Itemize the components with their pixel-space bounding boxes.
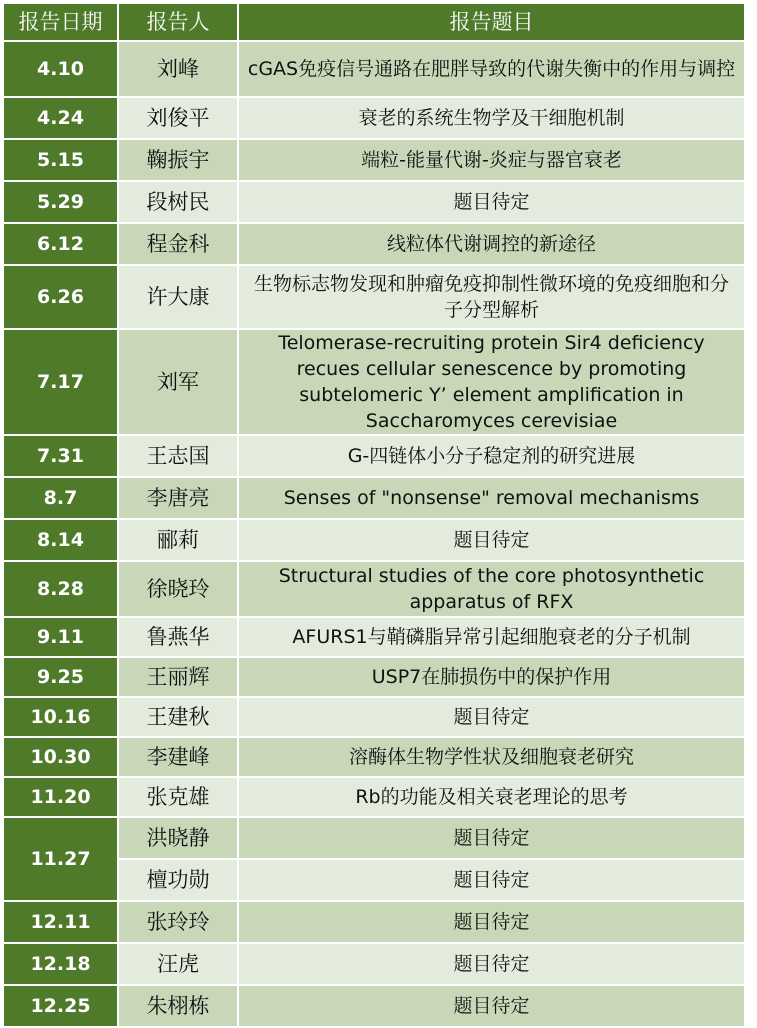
- row-speaker: 张克雄: [118, 777, 238, 817]
- row-date: 4.24: [3, 97, 118, 139]
- table-row: [3, 265, 745, 329]
- table-row: [3, 329, 745, 435]
- table-row: [3, 817, 745, 859]
- row-speaker: 王建秋: [118, 697, 238, 737]
- row-date: 8.7: [3, 477, 118, 519]
- row-speaker: 刘峰: [118, 41, 238, 97]
- row-speaker: 朱栩栋: [118, 985, 238, 1027]
- table-row: [3, 435, 745, 477]
- row-title: Telomerase-recruiting protein Sir4 deficiency recues cellular senescence by promoting subtelomeric Y’ element amplification in Saccharomyces cerevisiae: [238, 329, 745, 435]
- table-row: [3, 41, 745, 97]
- table-row: [3, 561, 745, 617]
- row-speaker: 刘俊平: [118, 97, 238, 139]
- table-row: [3, 519, 745, 561]
- row-title: 题目待定: [238, 901, 745, 943]
- row-date: 10.30: [3, 737, 118, 777]
- header-date: 报告日期: [3, 3, 118, 41]
- row-speaker: 汪虎: [118, 943, 238, 985]
- row-title: G-四链体小分子稳定剂的研究进展: [238, 435, 745, 477]
- row-speaker: 李唐亮: [118, 477, 238, 519]
- row-speaker: 刘军: [118, 329, 238, 435]
- row-date: 11.20: [3, 777, 118, 817]
- table-row: [3, 97, 745, 139]
- row-speaker: 鞠振宇: [118, 139, 238, 181]
- row-title: 生物标志物发现和肿瘤免疫抑制性微环境的免疫细胞和分子分型解析: [238, 265, 745, 329]
- table-header: [3, 3, 745, 41]
- row-date: 5.15: [3, 139, 118, 181]
- row-date: 7.31: [3, 435, 118, 477]
- row-date: 8.14: [3, 519, 118, 561]
- row-title: 题目待定: [238, 985, 745, 1027]
- table-row: [3, 943, 745, 985]
- table-row: [3, 657, 745, 697]
- table-row: [3, 477, 745, 519]
- row-speaker: 徐晓玲: [118, 561, 238, 617]
- row-date: 9.11: [3, 617, 118, 657]
- row-title: 端粒-能量代谢-炎症与器官衰老: [238, 139, 745, 181]
- row-date: 8.28: [3, 561, 118, 617]
- table-row: [3, 139, 745, 181]
- table-row: [3, 697, 745, 737]
- row-speaker: 鲁燕华: [118, 617, 238, 657]
- row-speaker: 王志国: [118, 435, 238, 477]
- table-row: [3, 737, 745, 777]
- header-title: 报告题目: [238, 3, 745, 41]
- row-date: 9.25: [3, 657, 118, 697]
- table-row: [3, 223, 745, 265]
- row-speaker: 程金科: [118, 223, 238, 265]
- row-title: 题目待定: [238, 519, 745, 561]
- table-body: [3, 41, 745, 1027]
- row-date: 6.12: [3, 223, 118, 265]
- row-title: AFURS1与鞘磷脂异常引起细胞衰老的分子机制: [238, 617, 745, 657]
- row-title: 题目待定: [238, 859, 745, 901]
- row-date: 12.25: [3, 985, 118, 1027]
- row-speaker: 洪晓静: [118, 817, 238, 859]
- seminar-schedule-table: [2, 2, 746, 1028]
- row-title: 线粒体代谢调控的新途径: [238, 223, 745, 265]
- row-date: 12.11: [3, 901, 118, 943]
- header-speaker: 报告人: [118, 3, 238, 41]
- row-title: 题目待定: [238, 943, 745, 985]
- row-date: 10.16: [3, 697, 118, 737]
- row-date: 11.27: [3, 817, 118, 901]
- table-row: [3, 985, 745, 1027]
- row-date: 4.10: [3, 41, 118, 97]
- row-title: USP7在肺损伤中的保护作用: [238, 657, 745, 697]
- row-title: 题目待定: [238, 181, 745, 223]
- row-date: 7.17: [3, 329, 118, 435]
- row-date: 12.18: [3, 943, 118, 985]
- row-speaker: 段树民: [118, 181, 238, 223]
- row-speaker: 郦莉: [118, 519, 238, 561]
- row-title: Rb的功能及相关衰老理论的思考: [238, 777, 745, 817]
- row-title: 题目待定: [238, 817, 745, 859]
- row-speaker: 张玲玲: [118, 901, 238, 943]
- row-title: 题目待定: [238, 697, 745, 737]
- row-title: 溶酶体生物学性状及细胞衰老研究: [238, 737, 745, 777]
- row-speaker: 李建峰: [118, 737, 238, 777]
- row-date: 6.26: [3, 265, 118, 329]
- table-row: [3, 617, 745, 657]
- row-title: Structural studies of the core photosynthetic apparatus of RFX: [238, 561, 745, 617]
- row-speaker: 檀功勋: [118, 859, 238, 901]
- row-date: 5.29: [3, 181, 118, 223]
- row-title: Senses of "nonsense" removal mechanisms: [238, 477, 745, 519]
- row-title: cGAS免疫信号通路在肥胖导致的代谢失衡中的作用与调控: [238, 41, 745, 97]
- row-speaker: 许大康: [118, 265, 238, 329]
- table-row: [3, 181, 745, 223]
- table-row: [3, 777, 745, 817]
- row-speaker: 王丽辉: [118, 657, 238, 697]
- row-title: 衰老的系统生物学及干细胞机制: [238, 97, 745, 139]
- table-row: [3, 901, 745, 943]
